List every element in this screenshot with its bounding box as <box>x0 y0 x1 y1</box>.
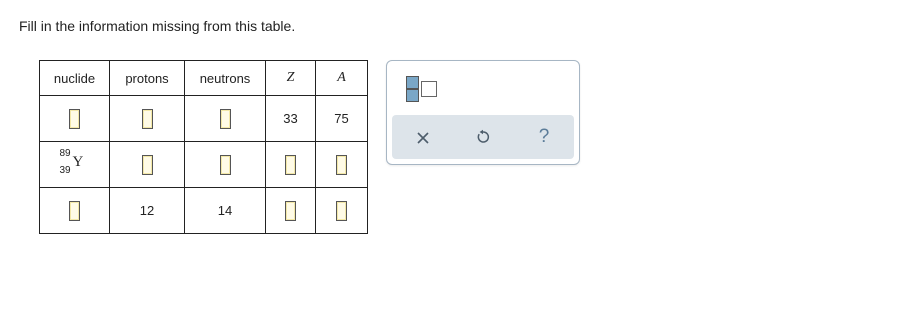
isotope-notation <box>57 148 93 178</box>
close-icon <box>416 131 430 145</box>
table-row <box>40 96 368 142</box>
answer-input-neutrons[interactable] <box>220 155 231 175</box>
answer-tools-panel <box>386 60 580 165</box>
fraction-template-icon[interactable] <box>404 75 438 103</box>
undo-icon <box>475 129 491 145</box>
cell-neutrons <box>185 96 266 142</box>
answer-input-neutrons[interactable] <box>220 109 231 129</box>
template-bottom-square <box>406 89 419 102</box>
answer-input-protons[interactable] <box>142 109 153 129</box>
cell-nuclide <box>40 142 110 188</box>
cell-protons <box>110 96 185 142</box>
answer-input-nuclide[interactable] <box>69 201 80 221</box>
action-toolbar <box>392 115 574 159</box>
cell-z: 33 <box>266 96 316 142</box>
table-header-row <box>40 61 368 96</box>
header-a: A <box>316 61 368 96</box>
table-row <box>40 142 368 188</box>
cell-a: 75 <box>316 96 368 142</box>
answer-input-nuclide[interactable] <box>69 109 80 129</box>
header-neutrons: neutrons <box>185 61 266 96</box>
cell-z <box>266 142 316 188</box>
answer-input-z[interactable] <box>285 201 296 221</box>
clear-button[interactable] <box>408 123 438 151</box>
cell-protons: 12 <box>110 188 185 234</box>
template-top-square <box>406 76 419 89</box>
header-nuclide: nuclide <box>40 61 110 96</box>
element-symbol: Y <box>72 154 84 170</box>
header-z: Z <box>266 61 316 96</box>
question-prompt: Fill in the information missing from this table. <box>19 18 296 34</box>
help-button[interactable]: ? <box>538 126 550 147</box>
header-protons: protons <box>110 61 185 96</box>
cell-neutrons <box>185 142 266 188</box>
answer-input-a[interactable] <box>336 155 347 175</box>
cell-z <box>266 188 316 234</box>
cell-nuclide <box>40 188 110 234</box>
cell-protons <box>110 142 185 188</box>
cell-neutrons: 14 <box>185 188 266 234</box>
undo-button[interactable] <box>468 123 498 151</box>
table-row <box>40 188 368 234</box>
cell-nuclide <box>40 96 110 142</box>
answer-input-a[interactable] <box>336 201 347 221</box>
template-main-square <box>421 81 437 97</box>
atomic-number: 39 <box>59 165 71 176</box>
answer-input-z[interactable] <box>285 155 296 175</box>
mass-number: 89 <box>59 148 71 159</box>
nuclide-table <box>39 60 368 234</box>
cell-a <box>316 142 368 188</box>
cell-a <box>316 188 368 234</box>
answer-input-protons[interactable] <box>142 155 153 175</box>
